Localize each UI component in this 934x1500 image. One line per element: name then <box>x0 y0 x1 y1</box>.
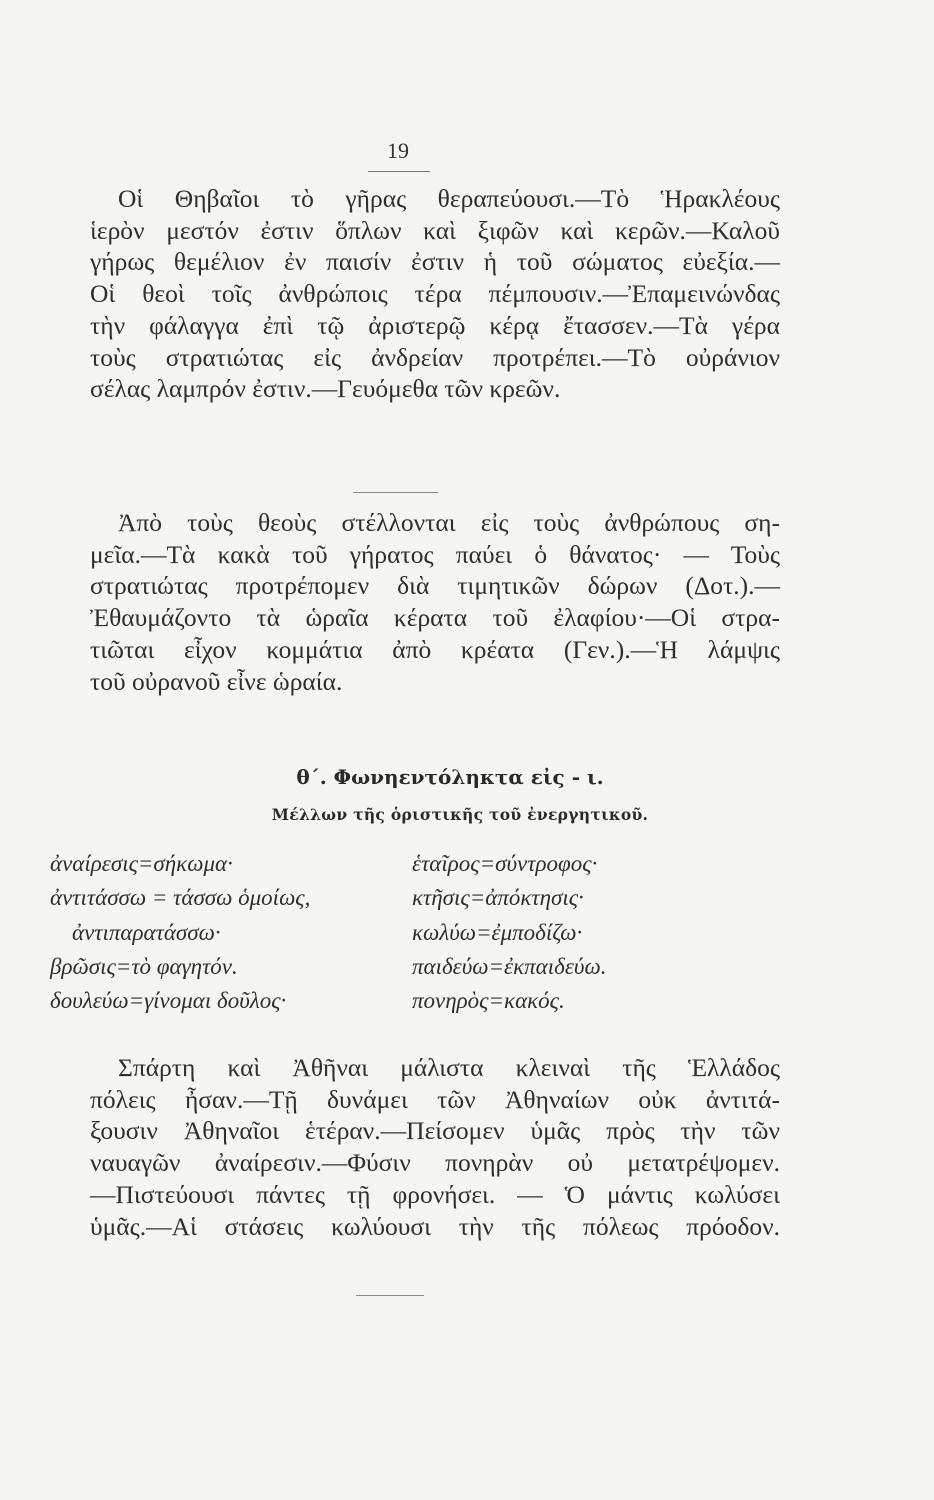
vocabulary-item: ἀντιπαρατάσσω· <box>72 919 221 945</box>
vocabulary-item: βρῶσις=τὸ φαγητόν. <box>50 953 238 979</box>
text-line: —Πιστεύουσι πάντες τῇ φρονήσει. — Ὁ μάντις κωλύσει <box>90 1179 780 1209</box>
page-number: 19 <box>387 138 409 163</box>
vocabulary-list-left <box>50 847 310 1018</box>
text-line: ὑμᾶς.—Αἱ στάσεις κωλύουσι τὴν τῆς πόλεως πρόοδον. <box>90 1211 780 1241</box>
text-line: ξουσιν Ἀθηναῖοι ἑτέραν.—Πείσομεν ὑμᾶς πρὸς τὴν τῶν <box>90 1116 780 1146</box>
text-line: τιῶται εἶχον κομμάτια ἀπὸ κρέατα (Γεν.).—Ἡ λάμψις <box>90 634 780 664</box>
vocabulary-item: ἑταῖρος=σύντροφος· <box>412 851 598 876</box>
text-line: Ἀπὸ τοὺς θεοὺς στέλλονται εἰς τοὺς ἀνθρώπους ση- <box>118 508 780 537</box>
text-line: Σπάρτη καὶ Ἀθῆναι μάλιστα κλειναὶ τῆς Ἑλλάδος <box>118 1053 780 1082</box>
text-line: Οἱ Θηβαῖοι τὸ γῆρας θεραπεύουσι.—Τὸ Ἡρακλέους <box>118 184 780 213</box>
page-number-underline <box>368 171 430 172</box>
text-line: γήρως θεμέλιον ἐν παισίν ἐστιν ἡ τοῦ σώματος εὐεξία.— <box>90 247 780 277</box>
vocabulary-list-right <box>412 847 606 1018</box>
text-line: πόλεις ἦσαν.—Τῇ δυνάμει τῶν Ἀθηναίων οὐκ ἀντιτά- <box>90 1084 780 1114</box>
vocabulary-item: δουλεύω=γίνομαι δοῦλος· <box>50 988 287 1014</box>
section-subheading: Μέλλων τῆς ὁριστικῆς τοῦ ἐνεργητικοῦ. <box>271 805 649 824</box>
text-line: Οἱ θεοὶ τοῖς ἀνθρώποις τέρα πέμπουσιν.—Ἐπαμεινώνδας <box>90 279 780 309</box>
vocabulary-item: πονηρὸς=κακός. <box>412 988 565 1014</box>
vocabulary-item: παιδεύω=ἐκπαιδεύω. <box>412 953 607 979</box>
section-divider <box>356 1295 424 1296</box>
text-line: στρατιώτας προτρέπομεν διὰ τιμητικῶν δώρων (Δοτ.).— <box>90 571 780 601</box>
text-line: τὴν φάλαγγα ἐπὶ τῷ ἀριστερῷ κέρᾳ ἔτασσεν.—Τὰ γέρα <box>90 310 780 340</box>
text-line: τοὺς στρατιώτας εἰς ἀνδρείαν προτρέπει.—Τὸ οὐράνιον <box>90 342 780 372</box>
vocabulary-item: ἀναίρεσις=σήκωμα· <box>50 851 233 876</box>
paragraph-future-tense-exercise <box>90 1052 780 1242</box>
section-heading: θ΄. Φωνηεντόληκτα εἰς - ι. <box>296 765 604 789</box>
text-line: τοῦ οὐρανοῦ εἶνε ὡραία. <box>90 666 343 696</box>
text-line: ναυαγῶν ἀναίρεσιν.—Φύσιν πονηρὰν οὐ μετατρέψομεν. <box>90 1148 780 1178</box>
paragraph-greek-sentences <box>90 183 780 405</box>
vocabulary-item: κτῆσις=ἀπόκτησις· <box>412 885 584 911</box>
text-line: μεῖα.—Τὰ κακὰ τοῦ γήρατος παύει ὁ θάνατος· — Τοὺς <box>90 539 780 569</box>
text-line: σέλας λαμπρόν ἐστιν.—Γευόμεθα τῶν κρεῶν. <box>90 374 561 404</box>
text-line: ἱερὸν μεστόν ἐστιν ὅπλων καὶ ξιφῶν καὶ κερῶν.—Καλοῦ <box>90 215 780 245</box>
text-line: Ἐθαυμάζοντο τὰ ὡραῖα κέρατα τοῦ ἐλαφίου·—Οἱ στρα- <box>90 603 780 633</box>
vocabulary-item: κωλύω=ἐμποδίζω· <box>412 919 583 945</box>
paragraph-translation-exercise <box>90 507 780 697</box>
section-divider <box>353 492 438 493</box>
vocabulary-item: ἀντιτάσσω = τάσσω ὁμοίως, <box>50 885 311 911</box>
